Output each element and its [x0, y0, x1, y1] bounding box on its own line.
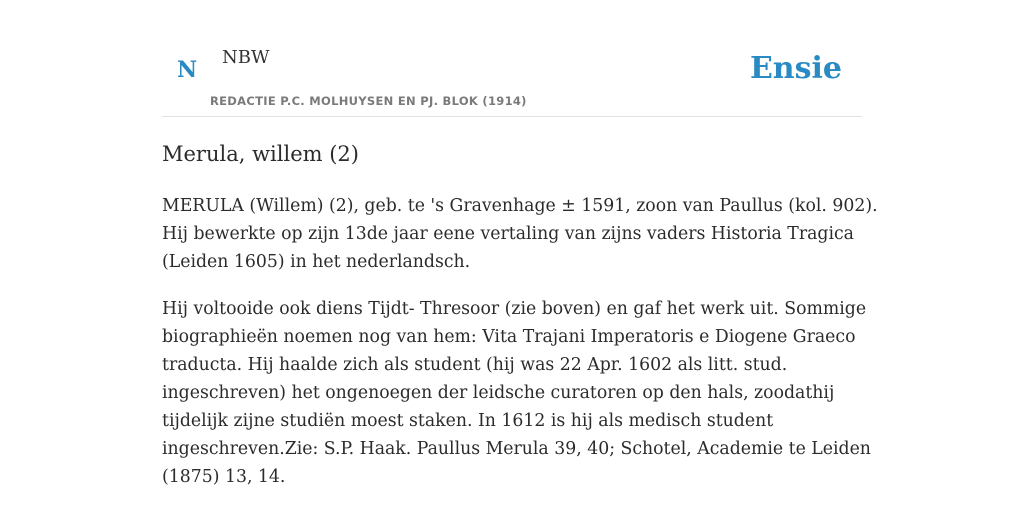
- text-line: traducta. Hij haalde zich als student (hij was 22 Apr. 1602 als litt. stud.: [162, 355, 788, 375]
- article-title: Merula, willem (2): [162, 142, 359, 166]
- text-line: ingeschreven.Zie: S.P. Haak. Paullus Merula 39, 40; Schotel, Academie te Leiden: [162, 439, 871, 459]
- text-line: tijdelijk zijne studiën moest staken. In 1612 is hij als medisch student: [162, 411, 774, 431]
- article-body: [162, 192, 878, 510]
- paragraph: [162, 295, 871, 491]
- article-container: [162, 0, 878, 487]
- text-line: biographieën noemen nog van hem: Vita Trajani Imperatoris e Diogene Graeco: [162, 327, 856, 347]
- text-line: Hij bewerkte op zijn 13de jaar eene vertaling van zijns vaders Historia Tragica: [162, 224, 854, 244]
- text-line: (1875) 13, 14.: [162, 467, 286, 487]
- paragraph: [162, 192, 878, 276]
- source-logo-icon[interactable]: N: [177, 57, 198, 83]
- text-line: MERULA (Willem) (2), geb. te 's Gravenhage ± 1591, zoon van Paullus (kol. 902).: [162, 196, 878, 216]
- source-subtitle: REDACTIE P.C. MOLHUYSEN EN PJ. BLOK (1914): [210, 94, 527, 108]
- header: [162, 0, 862, 117]
- brand-logo[interactable]: Ensie: [749, 51, 842, 86]
- text-line: (Leiden 1605) in het nederlandsch.: [162, 252, 471, 272]
- source-abbreviation[interactable]: NBW: [222, 47, 270, 68]
- text-line: Hij voltooide ook diens Tijdt- Thresoor (zie boven) en gaf het werk uit. Sommige: [162, 299, 867, 319]
- text-line: ingeschreven) het ongenoegen der leidsche curatoren op den hals, zoodathij: [162, 383, 835, 403]
